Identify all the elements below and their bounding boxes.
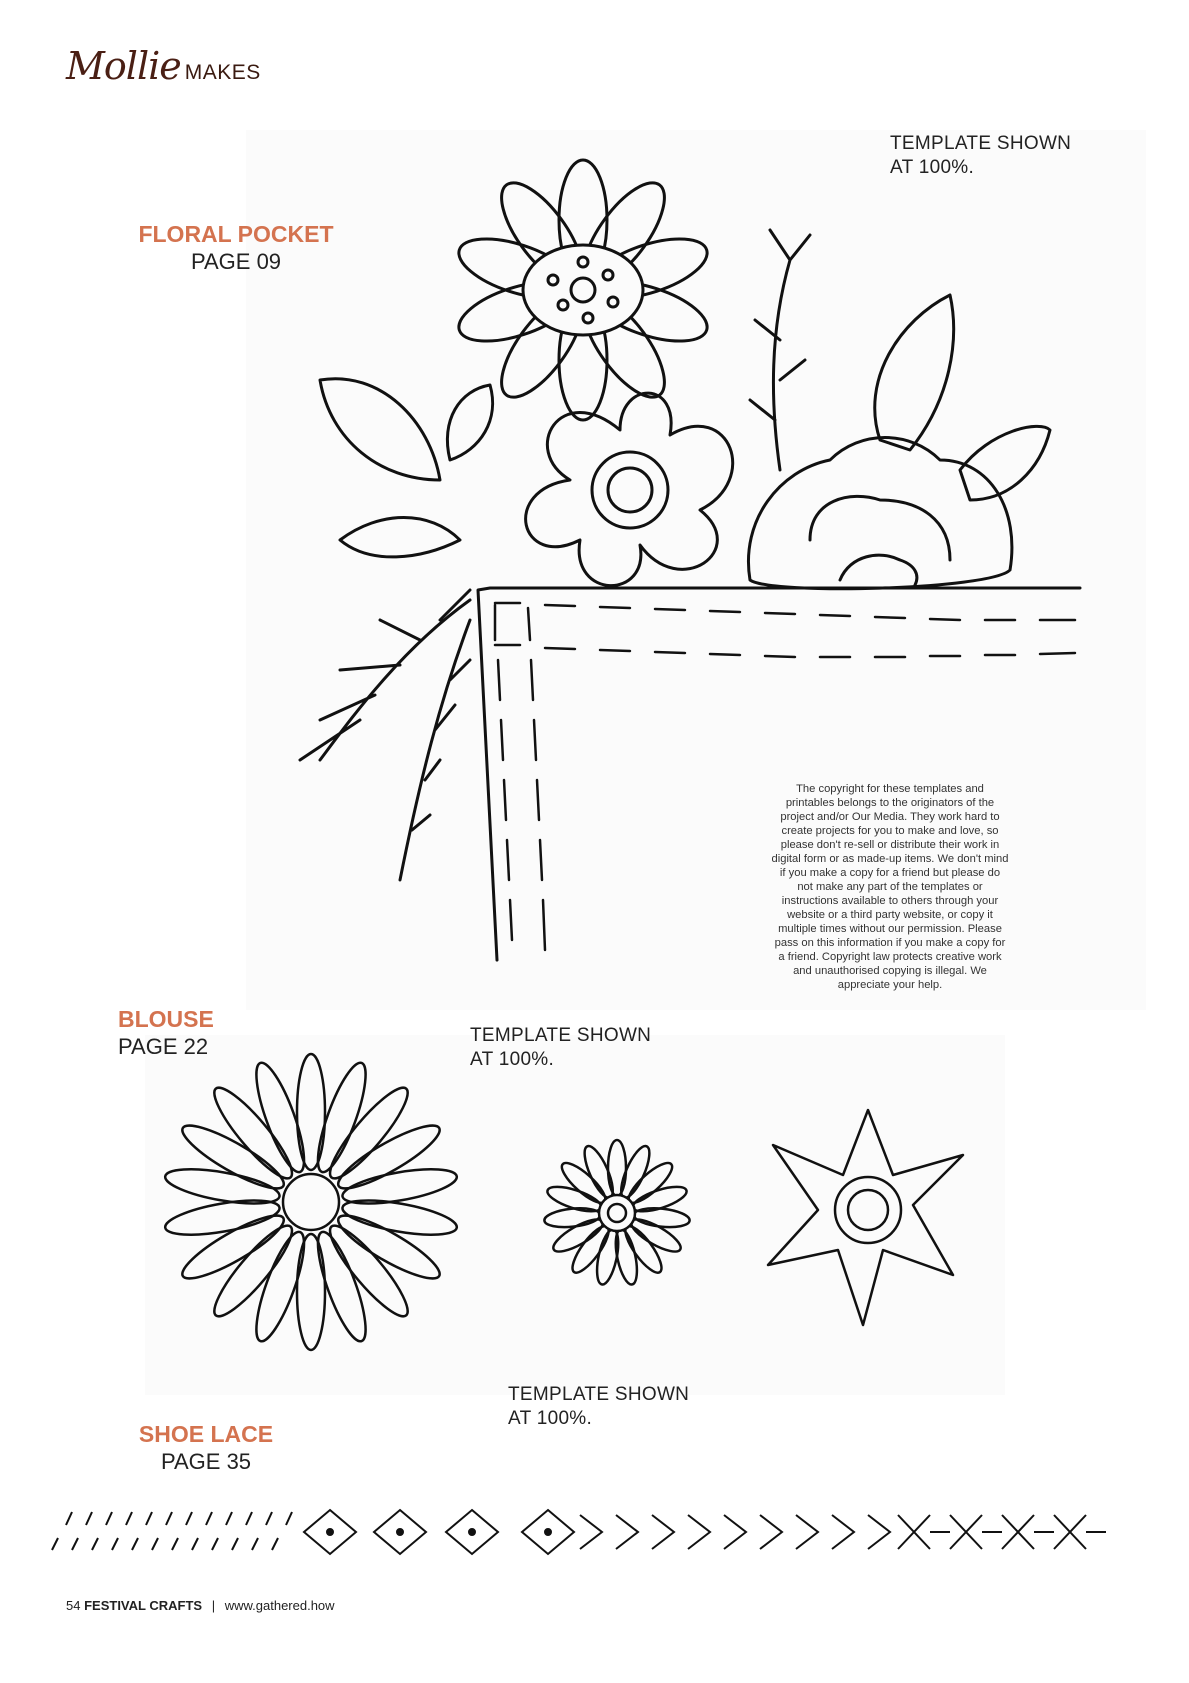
- floral-pocket-scale-note: TEMPLATE SHOWN AT 100%.: [890, 133, 1072, 178]
- floral-pocket-title: FLORAL POCKET: [138, 221, 334, 247]
- blouse-scale-note: TEMPLATE SHOWN AT 100%.: [470, 1025, 652, 1070]
- shoe-lace-scale-note: TEMPLATE SHOWN AT 100%.: [508, 1384, 690, 1429]
- blouse-page: PAGE 22: [118, 1034, 209, 1059]
- floral-pocket-page: PAGE 09: [190, 249, 282, 274]
- logo-script-text: Mollie: [66, 44, 181, 88]
- blouse-title: BLOUSE: [118, 1006, 214, 1032]
- shoe-lace-title: SHOE LACE: [138, 1421, 274, 1447]
- copyright-notice: The copyright for these templates and printables belongs to the originators of the project and/or Our Media. They work hard to create projects for you to make and love, so please don't re-sell or distribute their work in digital form or as made-up items. We don't mind if you make a copy for a friend but please do not make any part of the templates or instructions available to others through your website or a third party website, or copy it multiple times without our permission. Please pass on this information if you make a copy for a friend. Copyright law protects creative work and unauthorised copying is illegal. We appreciate your help.: [771, 783, 1009, 991]
- shoe-lace-page: PAGE 35: [160, 1449, 252, 1474]
- footer-page-number: 54: [66, 1598, 81, 1613]
- footer-url[interactable]: www.gathered.how: [224, 1598, 335, 1613]
- footer-section-name: FESTIVAL CRAFTS: [84, 1598, 203, 1613]
- logo-makes-text: MAKES: [184, 61, 261, 84]
- page-footer: [66, 1598, 335, 1613]
- footer-separator: |: [211, 1598, 216, 1613]
